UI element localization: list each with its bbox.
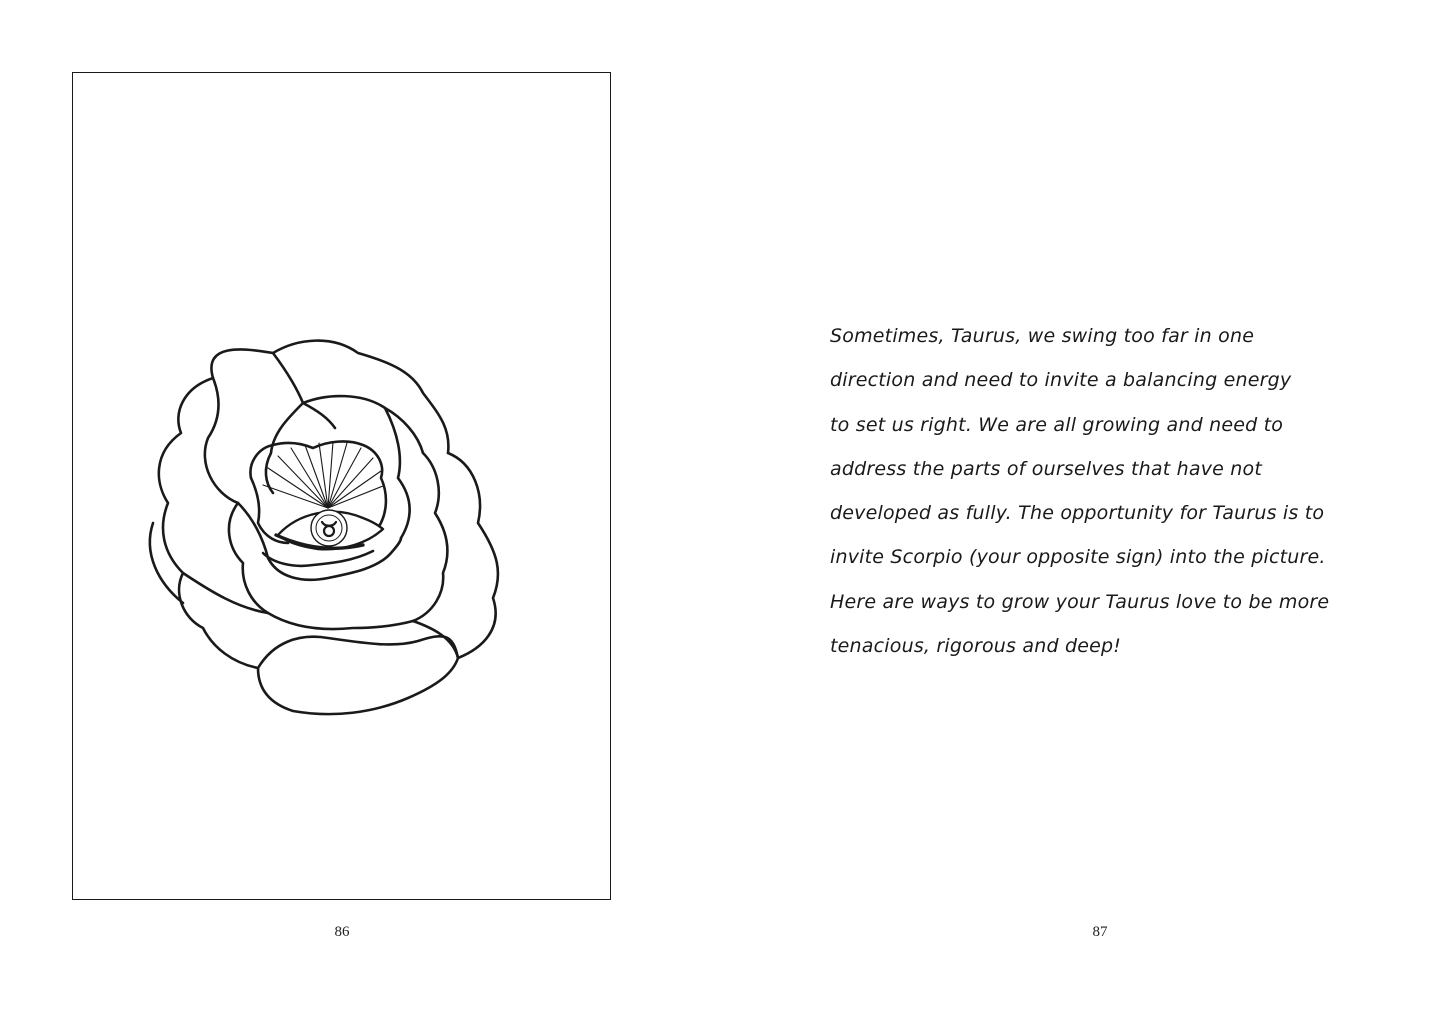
paragraph-line: Here are ways to grow your Taurus love to be more [830, 590, 1330, 613]
paragraph-line: developed as fully. The opportunity for Taurus is to [830, 502, 1325, 525]
left-page [0, 0, 722, 1012]
illustration-frame [72, 72, 611, 900]
paragraph-line: direction and need to invite a balancing energy [830, 369, 1292, 392]
right-page [722, 0, 1445, 1012]
middle-petals [183, 353, 458, 668]
page-number-left: 86 [334, 924, 350, 940]
rose-eye-illustration [73, 73, 612, 901]
page-number-right: 87 [1092, 924, 1108, 940]
paragraph-line: to set us right. We are all growing and need to [830, 413, 1284, 436]
paragraph-line: invite Scorpio (your opposite sign) into the picture. [830, 546, 1326, 569]
eye-icon [276, 510, 383, 549]
paragraph-line: Sometimes, Taurus, we swing too far in one [830, 325, 1255, 347]
paragraph-line: address the parts of ourselves that have not [830, 457, 1262, 480]
body-paragraph [830, 316, 1390, 670]
paragraph-line: tenacious, rigorous and deep! [830, 635, 1122, 658]
eye-rays [263, 442, 383, 508]
